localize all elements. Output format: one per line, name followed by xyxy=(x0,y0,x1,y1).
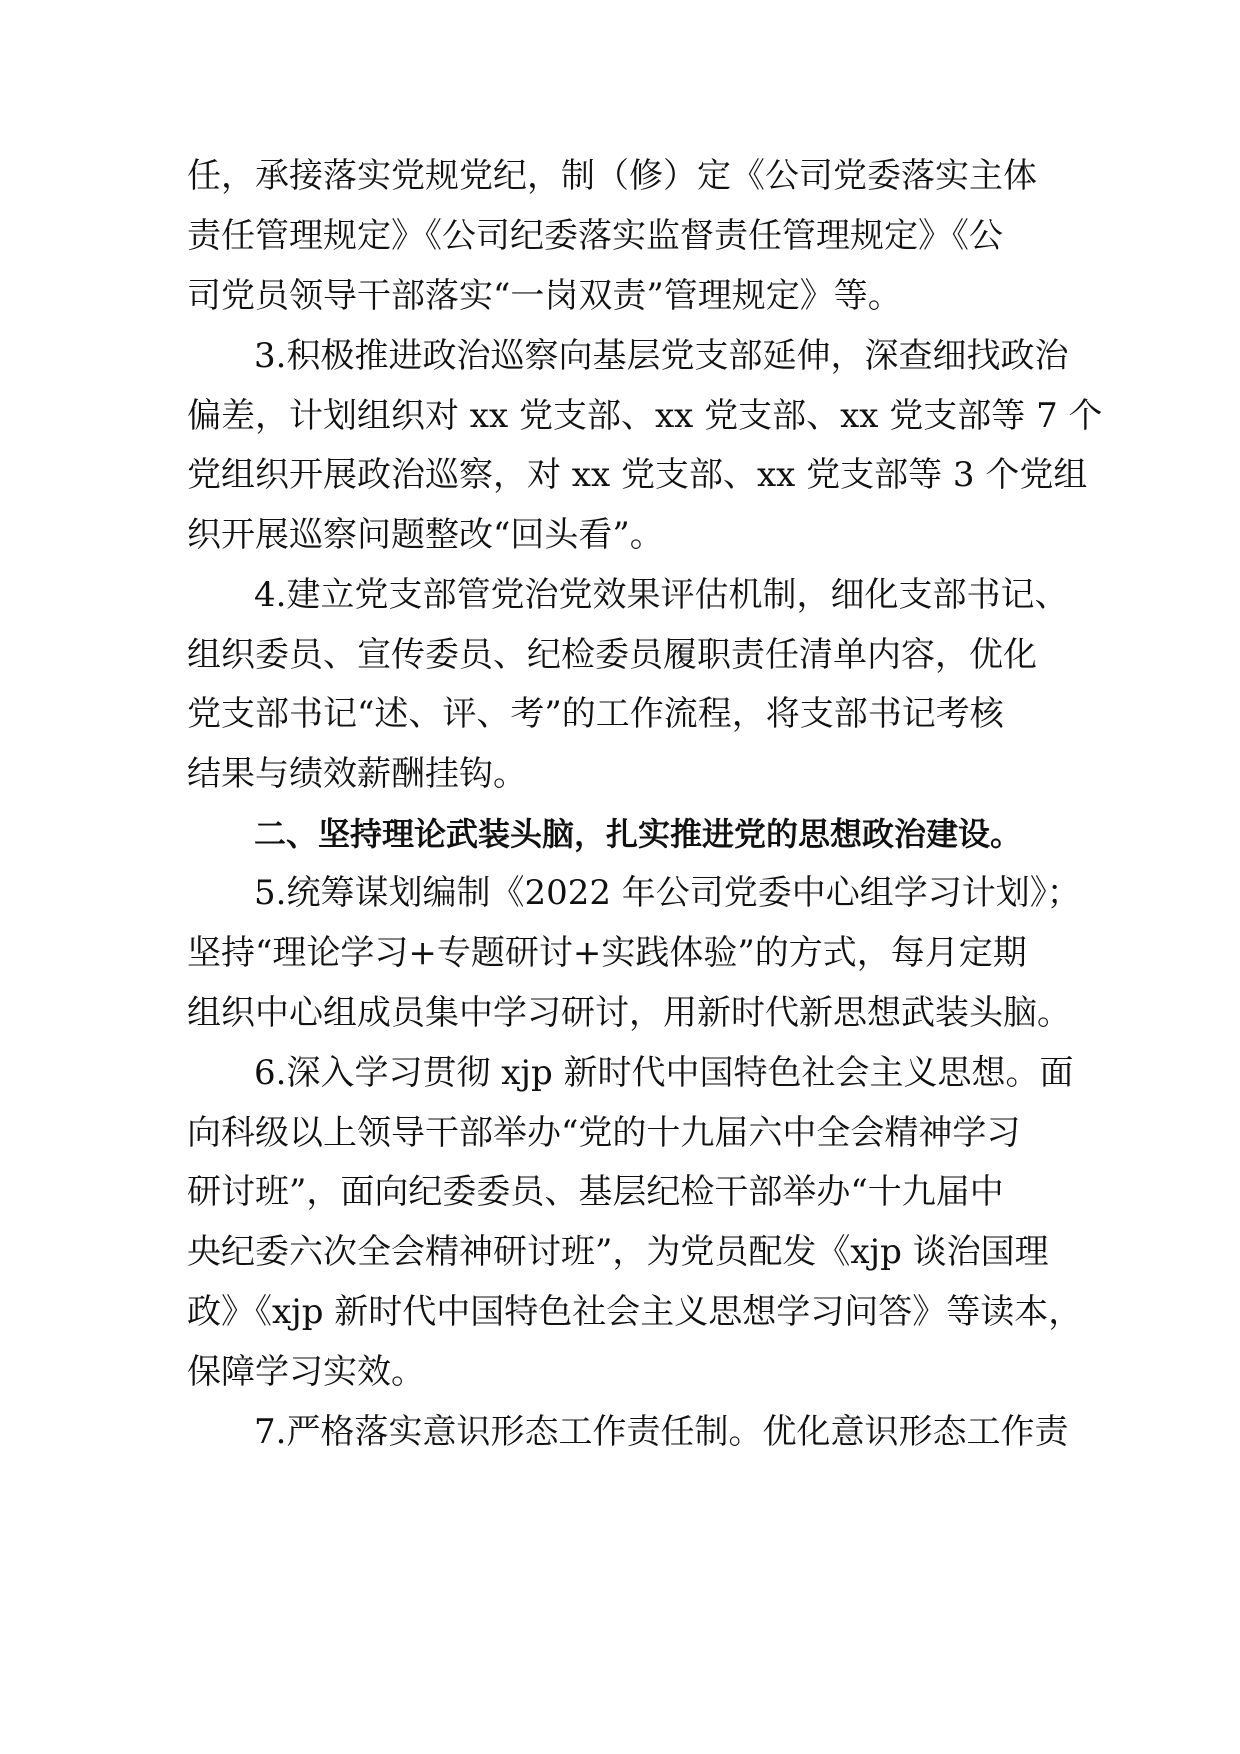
paragraph-line: 党支部书记“述、评、考”的工作流程，将支部书记考核 xyxy=(187,694,1004,734)
paragraph-line: 偏差，计划组织对 xx 党支部、xx 党支部、xx 党支部等 7 个 xyxy=(187,396,1103,436)
paragraph-line: 4.建立党支部管党治党效果评估机制，细化支部书记、 xyxy=(254,575,1069,615)
paragraph-line: 司党员领导干部落实“一岗双责”管理规定》等。 xyxy=(187,276,902,316)
paragraph-line: 向科级以上领导干部举办“党的十九届六中全会精神学习 xyxy=(187,1113,1021,1153)
paragraph-line: 研讨班”，面向纪委委员、基层纪检干部举办“十九届中 xyxy=(187,1172,1004,1212)
paragraph-line: 3.积极推进政治巡察向基层党支部延伸，深查细找政治 xyxy=(254,336,1069,376)
paragraph-line: 织开展巡察问题整改“回头看”。 xyxy=(187,515,664,555)
paragraph-line: 5.统筹谋划编制《2022 年公司党委中心组学习计划》； xyxy=(254,873,1081,913)
paragraph-line: 坚持“理论学习+专题研讨+实践体验”的方式，每月定期 xyxy=(187,933,1027,973)
paragraph-line: 央纪委六次全会精神研讨班”，为党员配发《xjp 谈治国理 xyxy=(187,1232,1049,1272)
paragraph-line: 任，承接落实党规党纪，制（修）定《公司党委落实主体 xyxy=(187,156,1037,196)
paragraph-line: 6.深入学习贯彻 xjp 新时代中国特色社会主义思想。面 xyxy=(254,1053,1074,1093)
paragraph-line: 政》《xjp 新时代中国特色社会主义思想学习问答》等读本， xyxy=(187,1292,1083,1332)
paragraph-line: 保障学习实效。 xyxy=(187,1352,425,1392)
section-heading: 二、坚持理论武装头脑，扎实推进党的思想政治建设。 xyxy=(254,815,1023,853)
paragraph-line: 责任管理规定》《公司纪委落实监督责任管理规定》《公 xyxy=(187,216,1003,256)
paragraph-line: 党组织开展政治巡察，对 xx 党支部、xx 党支部等 3 个党组 xyxy=(187,455,1088,495)
paragraph-line: 结果与绩效薪酬挂钩。 xyxy=(187,754,527,794)
paragraph-line: 组织中心组成员集中学习研讨，用新时代新思想武装头脑。 xyxy=(187,993,1071,1033)
paragraph-line: 组织委员、宣传委员、纪检委员履职责任清单内容，优化 xyxy=(187,635,1037,675)
paragraph-line: 7.严格落实意识形态工作责任制。优化意识形态工作责 xyxy=(254,1412,1069,1452)
